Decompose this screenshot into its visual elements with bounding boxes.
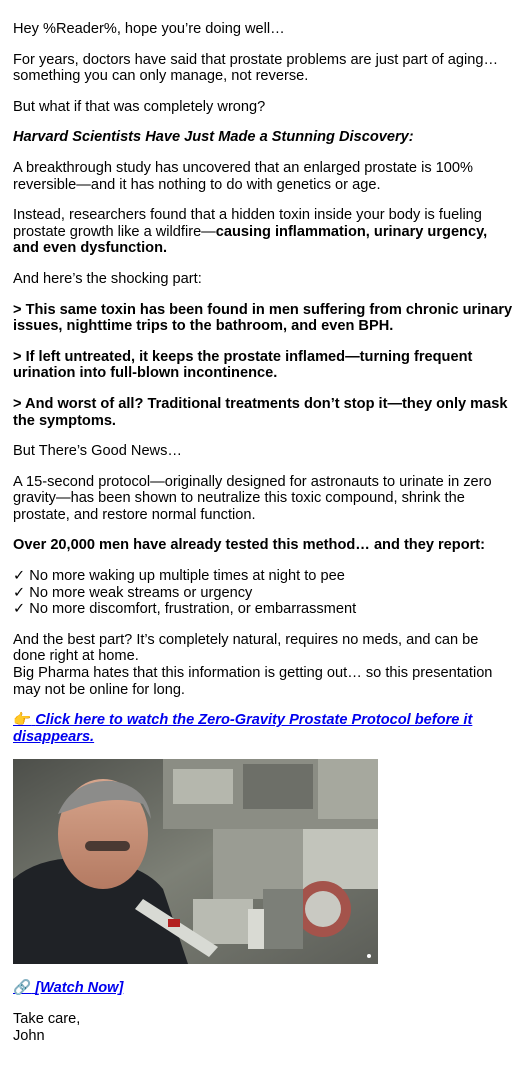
paragraph-toxin-lead: Instead, researchers found that a hidden toxin inside your body is fueling prostate growth like a wildfire—: [13, 207, 482, 240]
paragraph-shocking: And here’s the shocking part:: [13, 270, 202, 287]
paragraph-toxin-bold: causing inflammation, urinary urgency, and even dysfunction.: [13, 223, 488, 257]
cta-link-text: Click here to watch the Zero-Gravity Prostate Protocol before it disappears.: [13, 712, 473, 745]
watch-now-link[interactable]: [13, 980, 123, 996]
check-item-2: ✓ No more weak streams or urgency: [13, 584, 253, 601]
bullet-3: > And worst of all? Traditional treatments don’t stop it—they only mask the symptoms.: [13, 395, 508, 429]
paragraph-good-news: But There’s Good News…: [13, 443, 182, 460]
signoff: Take care,: [13, 1011, 81, 1027]
watch-paragraph: [13, 980, 513, 997]
best-part-line-1: And the best part? It’s completely natural, requires no meds, and can be done right at home.: [13, 631, 479, 665]
bullet-2: > If left untreated, it keeps the prostate inflamed—turning frequent urination into full-blown incontinence.: [13, 348, 473, 382]
greeting: Hey %Reader%, hope you’re doing well…: [13, 21, 285, 37]
watch-now-text: [Watch Now]: [35, 980, 124, 997]
check-list: [13, 568, 513, 618]
cta-link[interactable]: [13, 712, 472, 745]
cta-paragraph: [13, 712, 513, 745]
paragraph-study: A breakthrough study has uncovered that an enlarged prostate is 100% reversible—and it has nothing to do with genetics or age.: [13, 159, 474, 193]
pointing-hand-icon: 👉: [13, 711, 32, 729]
paragraph-best-part: [13, 632, 513, 698]
paragraph-tested: Over 20,000 men have already tested this method… and they report:: [13, 537, 486, 554]
paragraph-intro: For years, doctors have said that prostate problems are just part of aging… something you can only manage, not reverse.: [13, 51, 499, 85]
bullet-1: > This same toxin has been found in men suffering from chronic urinary issues, nighttime trips to the bathroom, and even BPH.: [13, 301, 513, 335]
paragraph-toxin: [13, 207, 513, 257]
paragraph-protocol: A 15-second protocol—originally designed for astronauts to urinate in zero gravity—has been shown to neutralize this toxic compound, shrink the prostate, and restore normal function.: [13, 473, 492, 523]
headline: Harvard Scientists Have Just Made a Stunning Discovery:: [13, 129, 414, 146]
signature: John: [13, 1027, 45, 1044]
paragraph-question: But what if that was completely wrong?: [13, 98, 266, 115]
astronaut-photo: [13, 759, 378, 964]
check-item-1: ✓ No more waking up multiple times at night to pee: [13, 568, 345, 585]
best-part-line-2: Big Pharma hates that this information is getting out… so this presentation may not be online for long.: [13, 665, 493, 698]
check-item-3: ✓ No more discomfort, frustration, or embarrassment: [13, 601, 357, 618]
link-icon: 🔗: [13, 979, 32, 997]
video-thumbnail[interactable]: [13, 759, 378, 964]
